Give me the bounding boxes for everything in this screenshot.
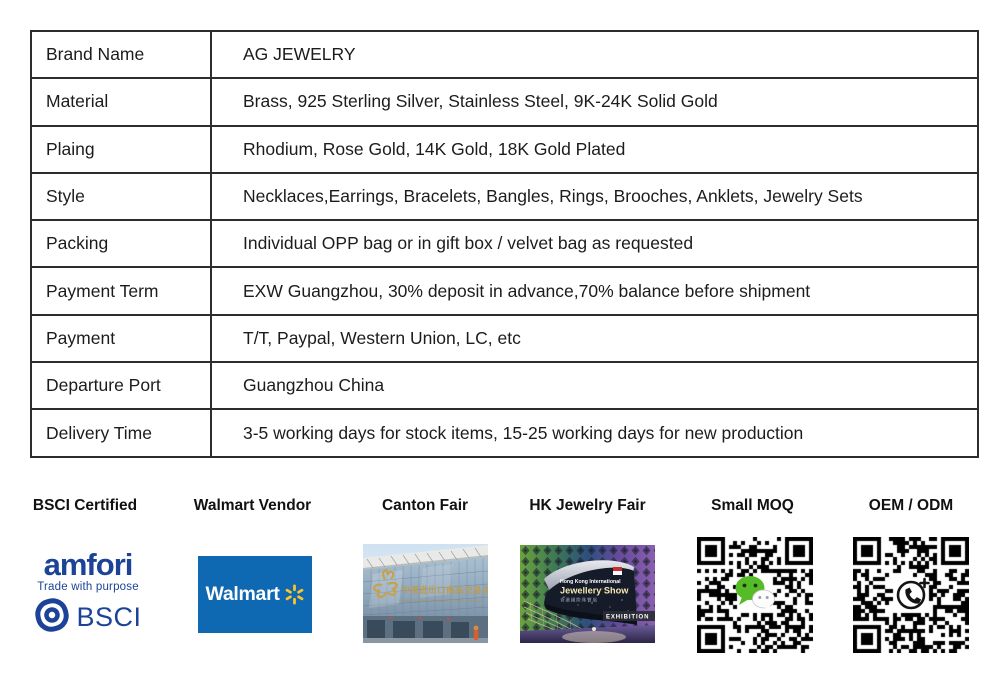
row-value: Rhodium, Rose Gold, 14K Gold, 18K Gold Plated [243,138,626,159]
row-label: Material [32,79,212,124]
hk-logo-chip [613,567,622,575]
table-row [32,316,977,363]
hk-title-line3: 香港國際珠寶展 [560,597,598,603]
row-value: EXW Guangzhou, 30% deposit in advance,70% balance before shipment [243,280,811,301]
row-value: AG JEWELRY [243,44,356,65]
hk-exhibition-text: EXHIBITION [606,614,650,621]
spec-table [30,30,979,458]
table-row [32,79,977,126]
badge-label-oem: OEM / ODM [868,497,954,514]
row-value: Necklaces,Earrings, Bracelets, Bangles, Rings, Brooches, Anklets, Jewelry Sets [243,186,863,207]
badge-label-moq: Small MOQ [711,497,794,514]
hk-title-line1: Hong Kong International [560,579,621,585]
row-value: T/T, Paypal, Western Union, LC, etc [243,327,521,348]
hk-title-line2: Jewellery Show [560,585,629,596]
walmart-spark-icon [284,584,305,605]
walmart-wordmark: Walmart [205,583,280,605]
amfori-tagline: Trade with purpose [37,581,139,593]
row-label: Plaing [32,127,212,172]
badge-label-canton: Canton Fair [381,497,469,514]
bsci-spiral-icon [34,597,70,638]
row-label: Payment Term [32,268,212,313]
row-label: Payment [32,316,212,361]
hk-jewelry-fair-photo [520,545,655,648]
amfori-bsci-logo [33,549,143,638]
walmart-logo [198,556,312,633]
canton-cn-text: 中国进出口商品交易会 [401,585,488,595]
row-value: Guangzhou China [243,375,385,396]
row-label: Departure Port [32,363,212,408]
badge-label-bsci: BSCI Certified [32,497,138,514]
wechat-icon [733,573,777,618]
table-row [32,127,977,174]
whatsapp-call-icon [892,574,932,619]
amfori-wordmark: amfori [43,547,133,582]
bsci-wordmark: BSCI [76,602,142,632]
row-label: Brand Name [32,32,212,77]
table-row [32,363,977,410]
row-value: Individual OPP bag or in gift box / velvet bag as requested [243,233,694,254]
row-label: Style [32,174,212,219]
table-row [32,174,977,221]
row-label: Packing [32,221,212,266]
row-value: 3-5 working days for stock items, 15-25 working days for new production [243,422,804,443]
table-row [32,32,977,79]
badge-label-hk: HK Jewelry Fair [529,497,646,514]
canton-fair-photo [363,544,488,648]
table-row [32,410,977,455]
row-value: Brass, 925 Sterling Silver, Stainless Steel, 9K-24K Solid Gold [243,91,718,112]
badge-label-walmart: Walmart Vendor [193,497,312,514]
table-row [32,268,977,315]
whatsapp-qr-code [853,536,969,654]
table-row [32,221,977,268]
canton-en-text: CHINA IMPORT AND EXPORT FAIR COMPLEX [401,599,484,603]
row-label: Delivery Time [32,410,212,455]
wechat-qr-code [697,533,813,657]
